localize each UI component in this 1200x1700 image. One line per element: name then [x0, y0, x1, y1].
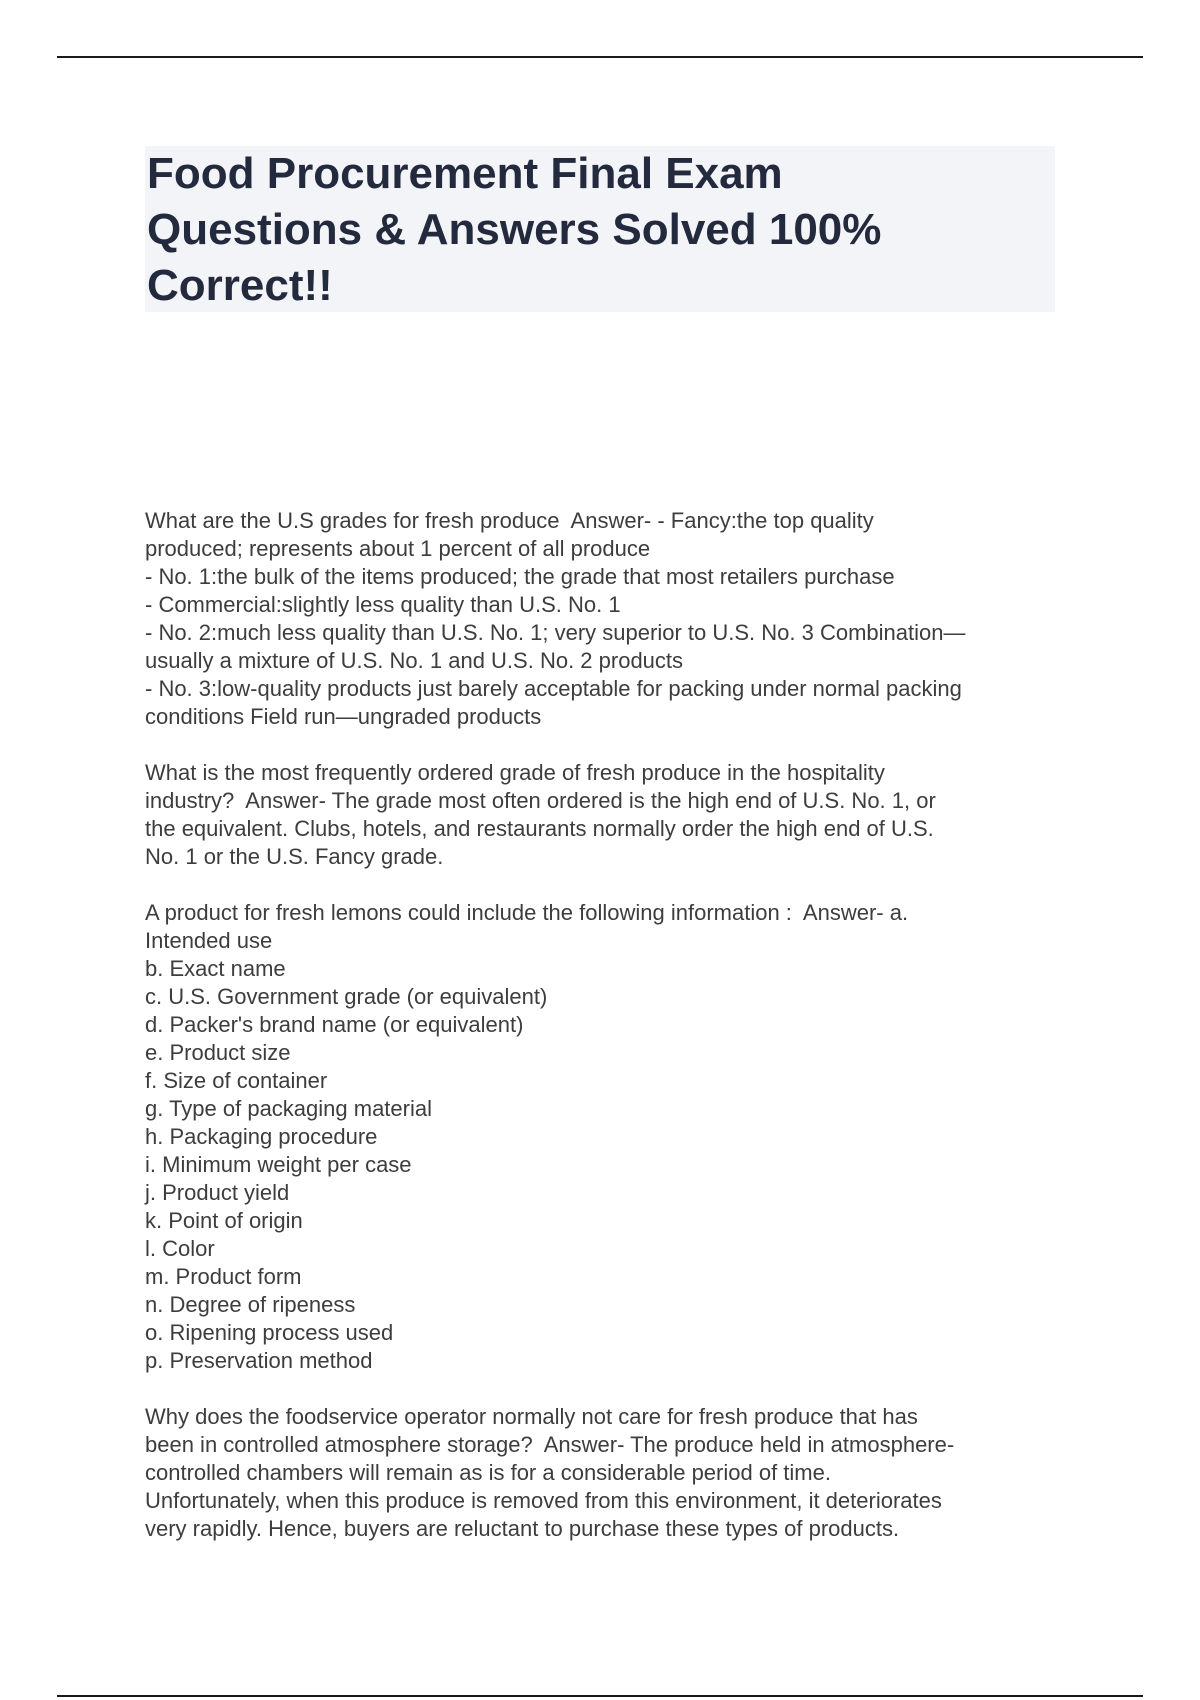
qa-line: - No. 2:much less quality than U.S. No. 1; very superior to U.S. No. 3 Combination—	[145, 620, 966, 645]
qa-line: What is the most frequently ordered grade of fresh produce in the hospitality	[145, 760, 885, 785]
qa-line: produced; represents about 1 percent of all produce	[145, 536, 651, 561]
title-line: Food Procurement Final Exam	[147, 149, 783, 198]
qa-block	[145, 899, 1065, 1375]
qa-line: p. Preservation method	[145, 1348, 373, 1373]
qa-line: A product for fresh lemons could include the following information : Answer- a.	[145, 900, 909, 925]
qa-line: b. Exact name	[145, 956, 286, 981]
qa-line: g. Type of packaging material	[145, 1096, 432, 1121]
qa-line: k. Point of origin	[145, 1208, 303, 1233]
qa-line: very rapidly. Hence, buyers are reluctant to purchase these types of products.	[145, 1516, 900, 1541]
qa-line: - Commercial:slightly less quality than U.S. No. 1	[145, 592, 621, 617]
qa-line: What are the U.S grades for fresh produce Answer- - Fancy:the top quality	[145, 508, 874, 533]
title-line: Correct!!	[147, 261, 333, 310]
qa-line: No. 1 or the U.S. Fancy grade.	[145, 844, 444, 869]
header-rule	[57, 56, 1143, 58]
qa-line: usually a mixture of U.S. No. 1 and U.S. No. 2 products	[145, 648, 684, 673]
qa-line: h. Packaging procedure	[145, 1124, 378, 1149]
qa-line: - No. 1:the bulk of the items produced; the grade that most retailers purchase	[145, 564, 895, 589]
qa-line: c. U.S. Government grade (or equivalent)	[145, 984, 548, 1009]
qa-line: f. Size of container	[145, 1068, 328, 1093]
qa-line: j. Product yield	[145, 1180, 290, 1205]
qa-line: the equivalent. Clubs, hotels, and restaurants normally order the high end of U.S.	[145, 816, 934, 841]
document-title	[147, 146, 1053, 314]
qa-line: conditions Field run—ungraded products	[145, 704, 542, 729]
qa-block	[145, 1403, 1065, 1543]
qa-line: e. Product size	[145, 1040, 291, 1065]
qa-line: Why does the foodservice operator normally not care for fresh produce that has	[145, 1404, 918, 1429]
title-block	[145, 146, 1055, 312]
qa-line: o. Ripening process used	[145, 1320, 394, 1345]
qa-line: industry? Answer- The grade most often ordered is the high end of U.S. No. 1, or	[145, 788, 936, 813]
qa-line: Intended use	[145, 928, 273, 953]
title-line: Questions & Answers Solved 100%	[147, 205, 882, 254]
qa-line: been in controlled atmosphere storage? Answer- The produce held in atmosphere-	[145, 1432, 955, 1457]
footer-rule	[57, 1695, 1143, 1697]
qa-line: l. Color	[145, 1236, 215, 1261]
qa-block	[145, 759, 1065, 871]
qa-line: m. Product form	[145, 1264, 302, 1289]
qa-content	[145, 507, 1065, 1571]
qa-line: controlled chambers will remain as is for a considerable period of time.	[145, 1460, 831, 1485]
qa-line: Unfortunately, when this produce is removed from this environment, it deteriorates	[145, 1488, 942, 1513]
qa-line: i. Minimum weight per case	[145, 1152, 412, 1177]
qa-line: n. Degree of ripeness	[145, 1292, 356, 1317]
qa-line: d. Packer's brand name (or equivalent)	[145, 1012, 524, 1037]
qa-line: - No. 3:low-quality products just barely acceptable for packing under normal packing	[145, 676, 962, 701]
qa-block	[145, 507, 1065, 731]
